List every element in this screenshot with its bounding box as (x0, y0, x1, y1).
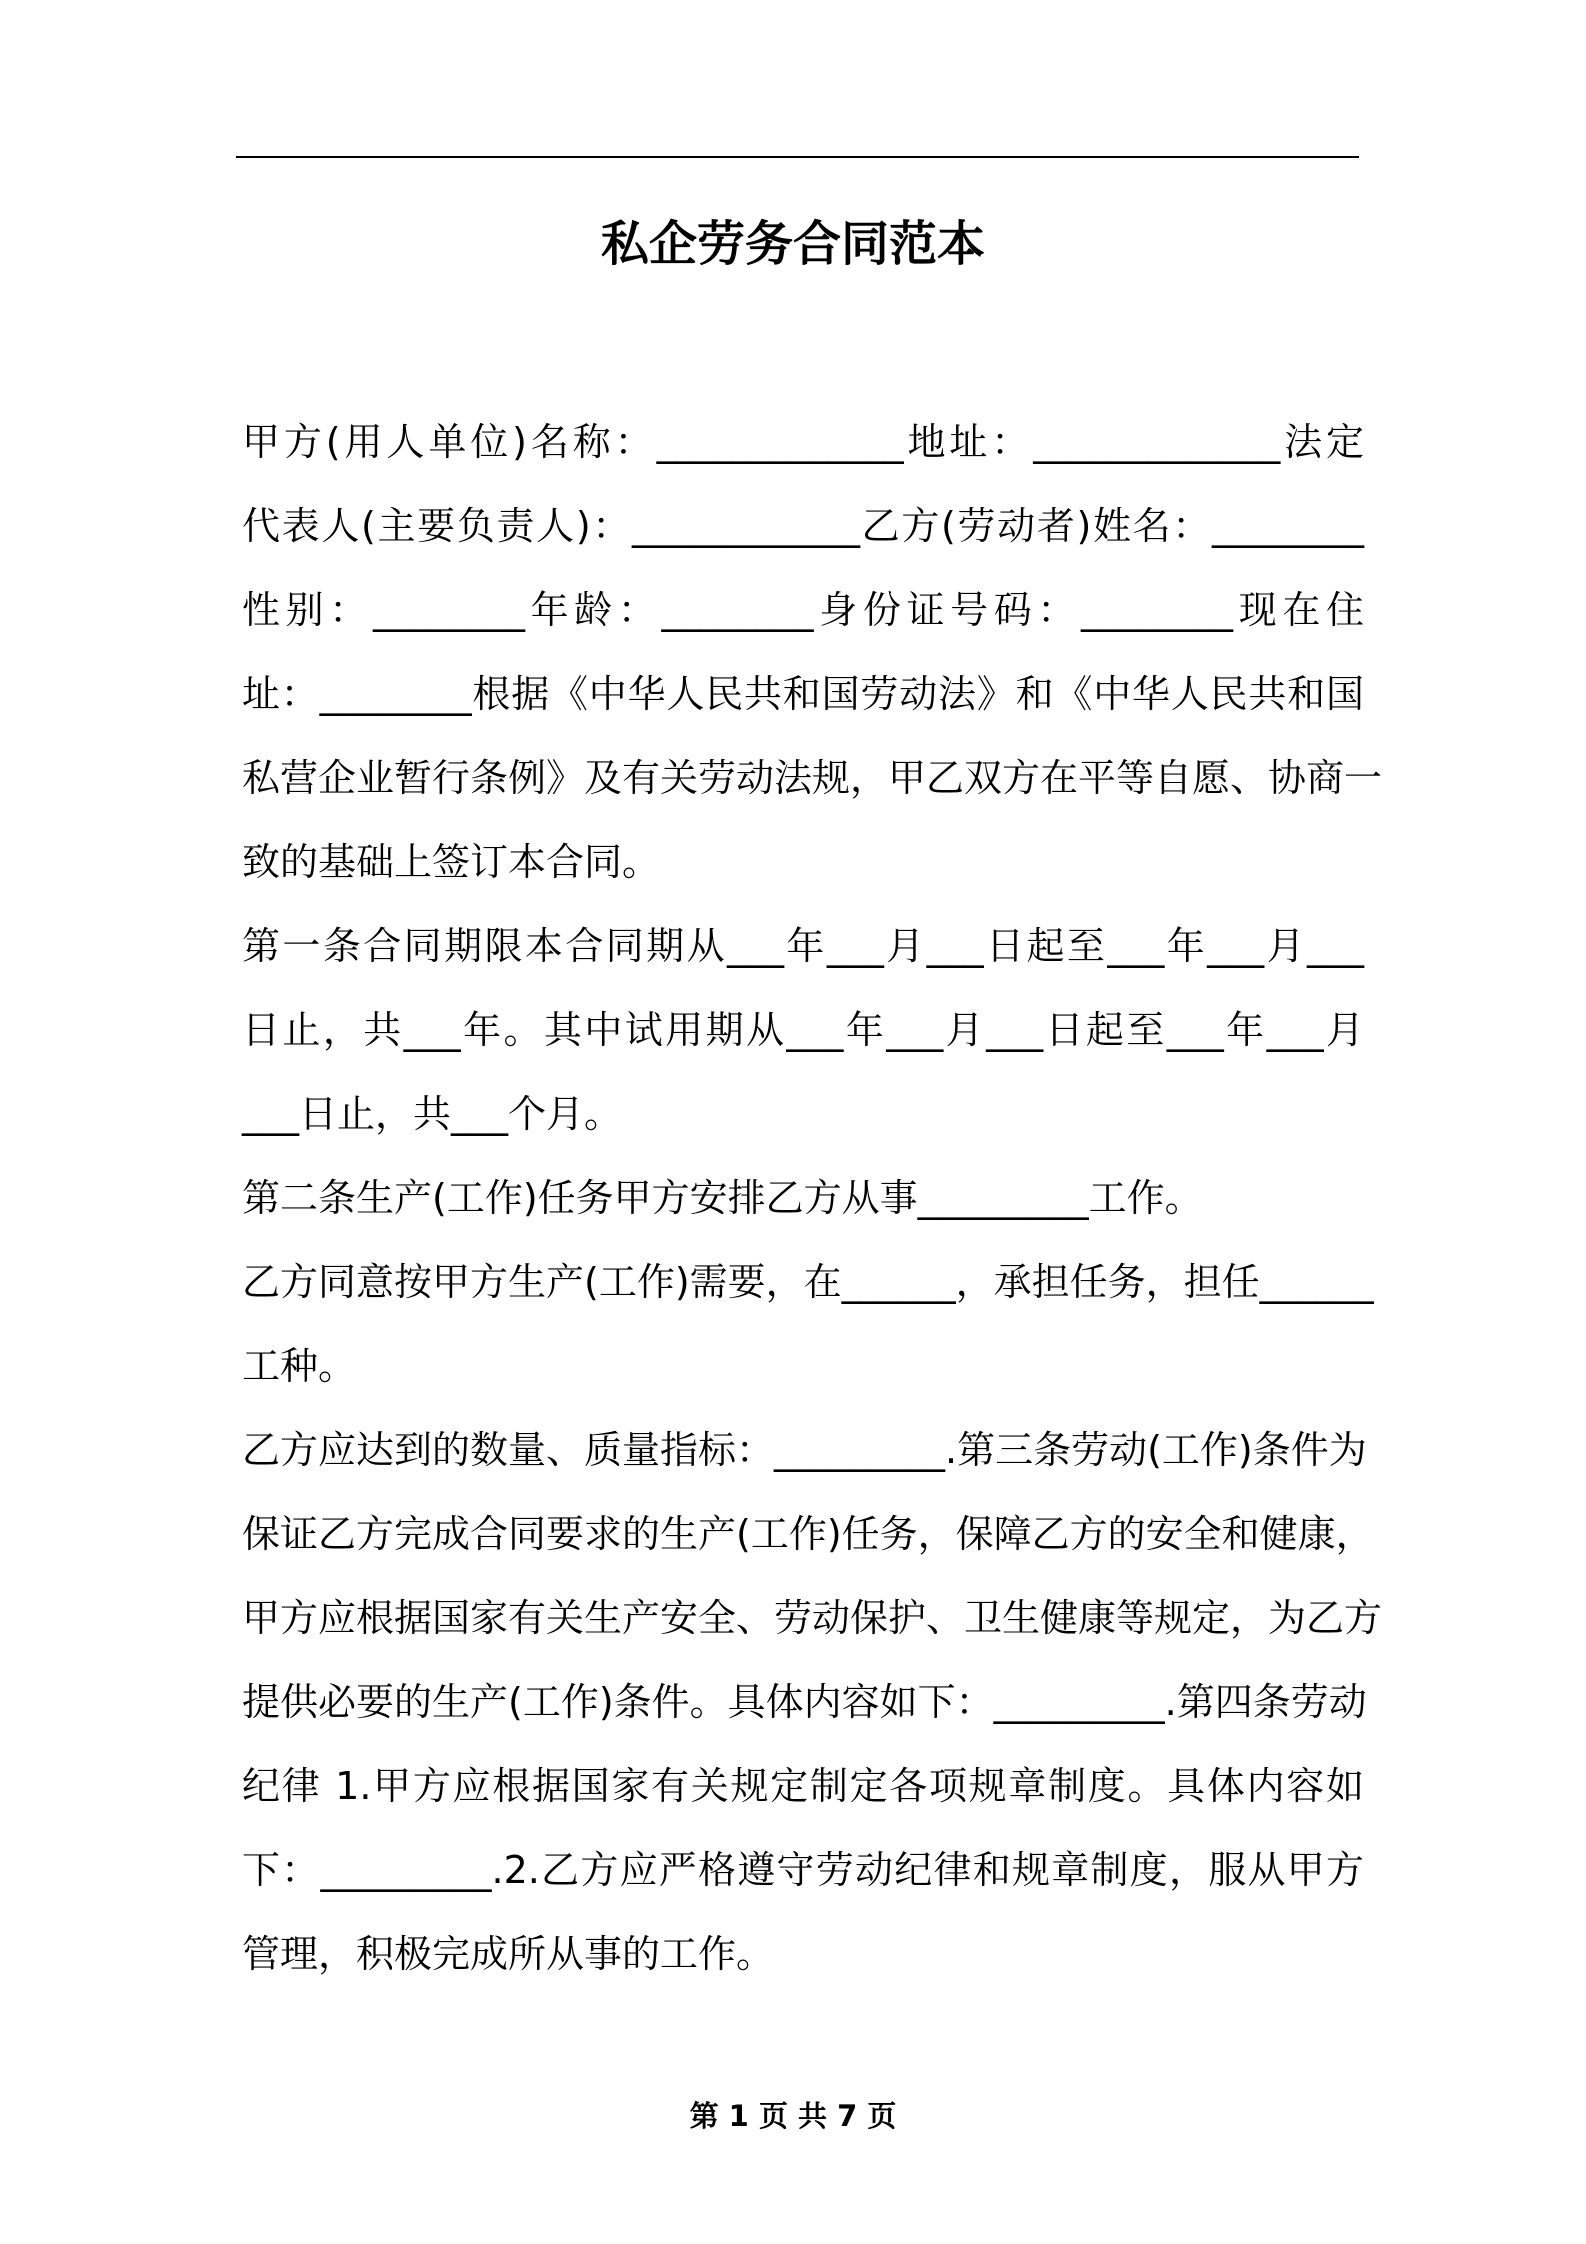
text-line: 性别：________年龄：________身份证号码：________现在住 (242, 588, 1364, 632)
text-line: ___日止，共___个月。 (242, 1092, 623, 1136)
text-line: 下：_________.2.乙方应严格遵守劳动纪律和规章制度，服从甲方 (242, 1848, 1364, 1892)
text-line: 私营企业暂行条例》及有关劳动法规，甲乙双方在平等自愿、协商一 (242, 756, 1383, 800)
text-line: 工种。 (242, 1344, 357, 1388)
text-line: 址：________根据《中华人民共和国劳动法》和《中华人民共和国 (242, 672, 1364, 716)
text-line: 日止，共___年。其中试用期从___年___月___日起至___年___月 (242, 1008, 1364, 1052)
text-line: 保证乙方完成合同要求的生产(工作)任务，保障乙方的安全和健康， (242, 1512, 1374, 1556)
text-line: 甲方(用人单位)名称：_____________地址：_____________法定 (242, 420, 1364, 464)
text-line: 第一条合同期限本合同期从___年___月___日起至___年___月___ (242, 924, 1364, 968)
text-line: 管理，积极完成所从事的工作。 (242, 1932, 775, 1976)
text-line: 纪律 1.甲方应根据国家有关规定制定各项规章制度。具体内容如 (242, 1764, 1364, 1808)
document-body (242, 400, 1383, 1996)
text-line: 提供必要的生产(工作)条件。具体内容如下：_________.第四条劳动 (242, 1680, 1367, 1724)
text-line: 乙方同意按甲方生产(工作)需要，在______，承担任务，担任______ (242, 1260, 1374, 1304)
text-line: 甲方应根据国家有关生产安全、劳动保护、卫生健康等规定，为乙方 (242, 1596, 1383, 1640)
text-line: 乙方应达到的数量、质量指标：_________.第三条劳动(工作)条件为 (242, 1428, 1367, 1472)
text-line: 致的基础上签订本合同。 (242, 840, 661, 884)
text-line: 第二条生产(工作)任务甲方安排乙方从事_________工作。 (242, 1176, 1203, 1220)
header-rule (236, 156, 1359, 158)
page-number: 第 1 页 共 7 页 (689, 2099, 897, 2133)
text-line: 代表人(主要负责人)：____________乙方(劳动者)姓名：________ (242, 504, 1364, 548)
document-title: 私企劳务合同范本 (600, 216, 985, 272)
